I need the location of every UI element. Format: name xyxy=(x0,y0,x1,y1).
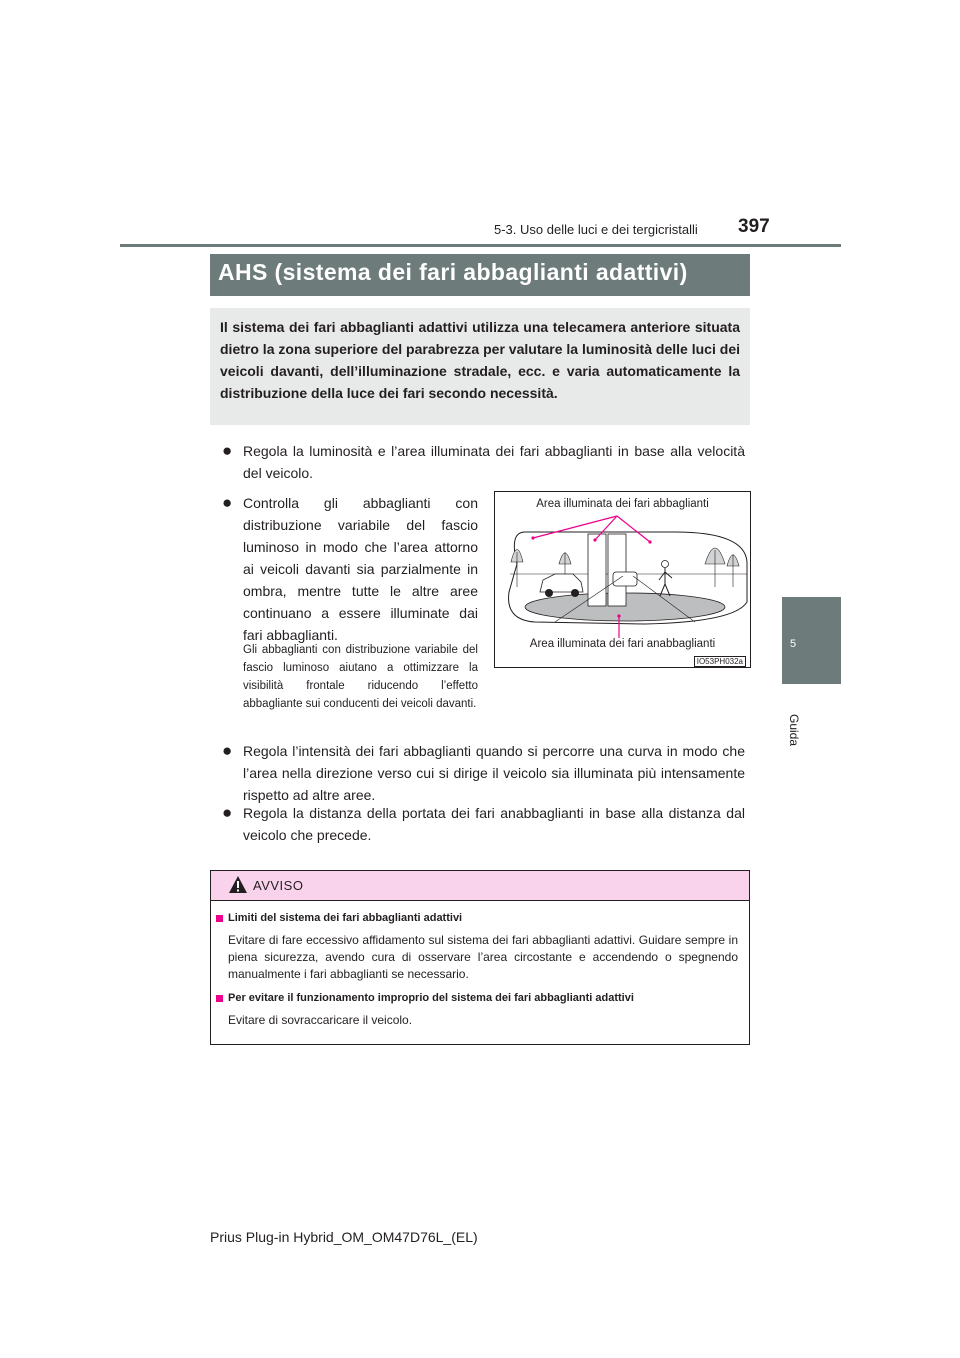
footer-text: Prius Plug-in Hybrid_OM_OM47D76L_(EL) xyxy=(210,1229,478,1245)
warning-item-text: Evitare di sovraccaricare il veicolo. xyxy=(228,1013,413,1027)
warning-item-title: Per evitare il funzionamento improprio del sistema dei fari abbaglianti adattivi xyxy=(228,992,634,1004)
warning-triangle-icon xyxy=(228,875,248,894)
chapter-number: 5 xyxy=(789,638,797,650)
section-title: 5-3. Uso delle luci e dei tergicristalli xyxy=(494,222,698,237)
bullet-text: Regola la luminosità e l’area illuminata dei fari abbaglianti in base alla velocità del veicolo. xyxy=(243,443,745,481)
figure-code: IO53PH032a xyxy=(694,656,746,667)
warning-title: AVVISO xyxy=(253,878,304,893)
warning-item-square xyxy=(216,995,223,1002)
bullet-text: Controlla gli abbaglianti con distribuzione variabile del fascio luminoso in modo che l’area attorno ai veicoli davanti sia parzialmente in ombra, mentre tutte le altre aree continuano a essere illuminate dai fari abbaglianti. xyxy=(243,495,478,643)
warning-item-text: Evitare di fare eccessivo affidamento sul sistema dei fari abbaglianti adattivi. Guidare sempre in piena sicurezza, avendo cura di osservare l’area circostante e accendendo o spegnendo manualmente i fari abbaglianti se necessario. xyxy=(228,933,738,981)
warning-item-square xyxy=(216,915,223,922)
bullet-icon: ● xyxy=(222,493,233,512)
page-title: AHS (sistema dei fari abbaglianti adattivi) xyxy=(218,259,688,285)
note-text: Gli abbaglianti con distribuzione variabile del fascio luminoso aiutano a ottimizzare la visibilità frontale riducendo l’effetto abbagliante sui conducenti dei veicoli davanti. xyxy=(243,644,478,710)
bullet-icon: ● xyxy=(222,741,233,760)
chapter-label: Guida xyxy=(787,714,801,747)
figure-label-bottom: Area illuminata dei fari anabbaglianti xyxy=(495,638,750,650)
bullet-icon: ● xyxy=(222,803,233,822)
warning-header xyxy=(211,871,749,901)
bullet-icon: ● xyxy=(222,441,233,460)
figure-label-top: Area illuminata dei fari abbaglianti xyxy=(536,498,709,510)
bullet-text: Regola l’intensità dei fari abbaglianti quando si percorre una curva in modo che l’area nella direzione verso cui si dirige il veicolo sia illuminata più intensamente rispetto ad altre aree. xyxy=(243,743,745,803)
illustration xyxy=(494,491,751,668)
bullet-text: Regola la distanza della portata dei fari anabbaglianti in base alla distanza dal veicolo che precede. xyxy=(243,805,745,843)
page-number: 397 xyxy=(738,216,770,237)
header-rule xyxy=(120,244,841,247)
intro-text: Il sistema dei fari abbaglianti adattivi utilizza una telecamera anteriore situata dietro la zona superiore del parabrezza per valutare la luminosità delle luci dei veicoli davanti, dell’illuminazione stradale, ecc. e varia automaticamente la distribuzione della luce dei fari secondo necessità. xyxy=(220,319,740,401)
warning-item-title: Limiti del sistema dei fari abbaglianti adattivi xyxy=(228,912,463,924)
